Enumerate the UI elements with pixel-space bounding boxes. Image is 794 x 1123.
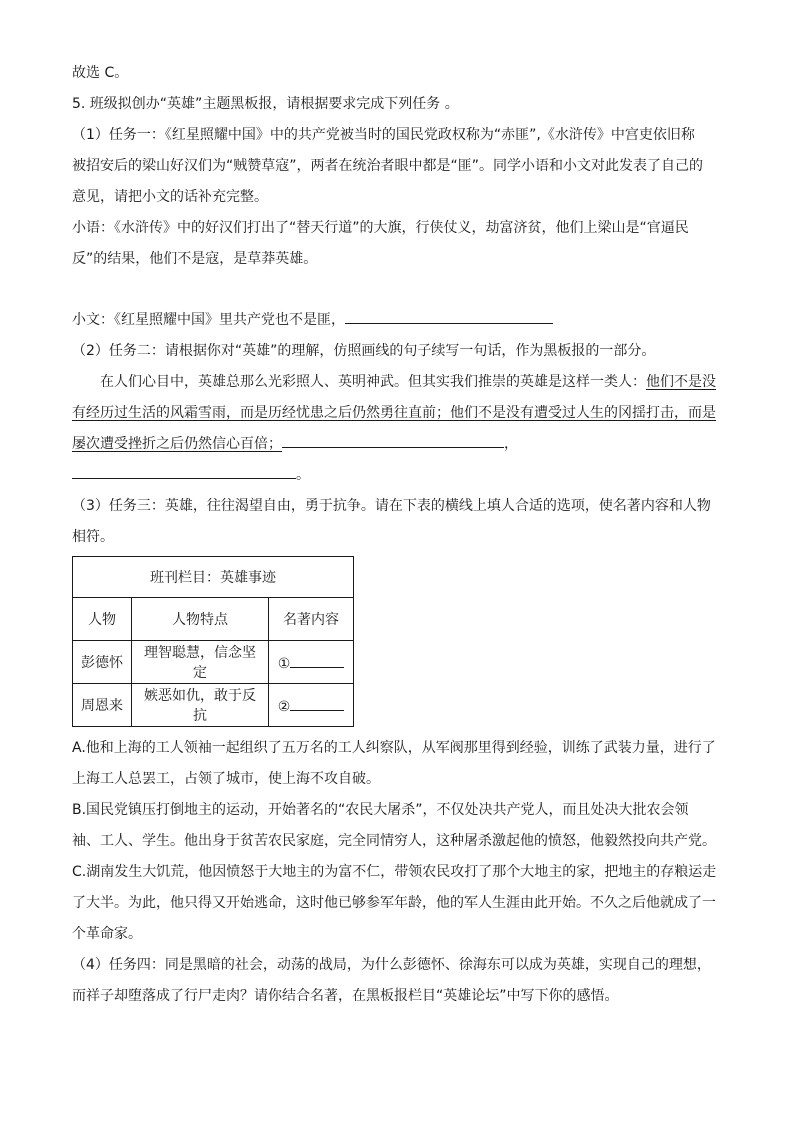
task4-line1: （4）任务四：同是黑暗的社会，动荡的战局，为什么彭德怀、徐海东可以成为英雄，实现自己的理想， — [72, 957, 711, 973]
cell-trait: 嫉恶如仇，敢于反抗 — [132, 684, 269, 727]
task2-section — [72, 336, 724, 491]
task2-plain-text: 在人们心目中，英雄总那么光彩照人、英明神武。但其实我们推崇的英雄是这样一类人： — [100, 374, 646, 390]
answer-blank[interactable] — [290, 653, 344, 668]
option-a-line2: 上海工人总罢工，占领了城市，使上海不攻自破。 — [72, 771, 380, 787]
period: 。 — [296, 467, 310, 483]
cell-person: 周恩来 — [73, 684, 132, 727]
task1-line3: 意见，请把小文的话补充完整。 — [72, 189, 268, 205]
task3-line2: 相符。 — [72, 529, 114, 545]
task1-line1: （1）任务一：《红星照耀中国》中的共产党被当时的国民党政权称为“赤匪”,《水浒传》中宫吏依旧称 — [72, 127, 695, 143]
table-title-row — [73, 557, 354, 598]
option-c-line1: C.湖南发生大饥荒，他因愤怒于大地主的为富不仁，带领农民攻打了那个大地主的家，把地主的存粮运走 — [72, 864, 717, 880]
cell-person: 彭德怀 — [73, 641, 132, 684]
task2-line1: （2）任务二：请根据你对“英雄”的理解，仿照画线的句子续写一句话，作为黑板报的一部分。 — [72, 343, 656, 359]
option-b-line2: 袖、工人、学生。他出身于贫苦农民家庭，完全同情穷人，这种屠杀激起他的愤怒，他毅然投向共产党。 — [72, 833, 716, 849]
answer-blank[interactable] — [282, 433, 504, 448]
table-title: 班刊栏目：英雄事迹 — [73, 557, 354, 598]
hero-table — [72, 556, 354, 727]
task1-line2: 被招安后的梁山好汉们为“贼赞草寇”，两者在统治者眼中都是“匪”。同学小语和小文对此发表了自己的 — [72, 158, 704, 174]
table-header-row — [73, 598, 354, 641]
header-trait: 人物特点 — [132, 598, 269, 641]
intro-line: 故选 C。 — [72, 65, 129, 81]
option-c-line3: 个革命家。 — [72, 926, 142, 942]
answer-blank[interactable] — [345, 309, 553, 324]
cell-content — [269, 641, 354, 684]
blank-mark: ② — [277, 698, 291, 715]
task2-para-line3 — [72, 429, 724, 460]
xiaoyu-line1: 小语：《水浒传》中的好汉们打出了“替天行道”的大旗，行侠仗义，劫富济贫，他们上梁山是“官逼民 — [72, 220, 689, 236]
task4-line2: 而祥子却堕落成了行尸走肉？请你结合名著，在黑板报栏目“英雄论坛”中写下你的感悟。 — [72, 988, 619, 1004]
underlined-sentence-part1: 他们不是没 — [646, 374, 716, 390]
blank-mark: ① — [277, 655, 291, 672]
underlined-sentence-part2: 有经历过生活的风霜雪雨，而是历经忧患之后仍然勇往直前；他们不是没有遭受过人生的冈揺打击，而是 — [72, 405, 716, 421]
question-title: 5. 班级拟创办“英雄”主题黑板报，请根据要求完成下列任务 。 — [72, 96, 459, 112]
spacer — [72, 275, 724, 305]
task2-para-line1 — [72, 367, 724, 398]
task3-section — [72, 491, 724, 950]
xiaowen-line — [72, 305, 724, 336]
task2-para-line4 — [72, 460, 724, 491]
cell-trait: 理智聪慧，信念坚定 — [132, 641, 269, 684]
answer-blank[interactable] — [290, 696, 344, 711]
underlined-sentence-part3: 屡次遭受挫折之后仍然信心百倍； — [72, 436, 282, 452]
header-content: 名著内容 — [269, 598, 354, 641]
task2-para-line2 — [72, 398, 724, 429]
table-row — [73, 641, 354, 684]
cell-content — [269, 684, 354, 727]
comma: ， — [504, 436, 518, 452]
document-page — [72, 58, 724, 1012]
option-a-line1: A.他和上海的工人领袖一起组织了五万名的工人纠察队，从军阀那里得到经验，训练了武装力量，进行了 — [72, 740, 716, 756]
answer-blank[interactable] — [72, 464, 296, 479]
xiaoyu-line2: 反”的结果，他们不是寇，是草莽英雄。 — [72, 251, 318, 267]
task4-section — [72, 950, 724, 1012]
task1-section — [72, 120, 724, 336]
option-b-line1: B.国民党镇压打倒地主的运动，开始著名的“农民大屠杀”，不仅处决共产党人，而且处决大批农会领 — [72, 802, 689, 818]
xiaowen-text: 小文：《红星照耀中国》里共产党也不是匪， — [72, 312, 345, 328]
option-c-line2: 了大半。为此，他只得又开始逃命，这时他已够参军年龄，他的军人生涯由此开始。不久之后他就成了一 — [72, 895, 716, 911]
header-person: 人物 — [73, 598, 132, 641]
task3-line1: （3）任务三：英雄，往往渴望自由，勇于抗争。请在下表的横线上填人合适的选项，使名著内容和人物 — [72, 498, 711, 514]
table-row — [73, 684, 354, 727]
